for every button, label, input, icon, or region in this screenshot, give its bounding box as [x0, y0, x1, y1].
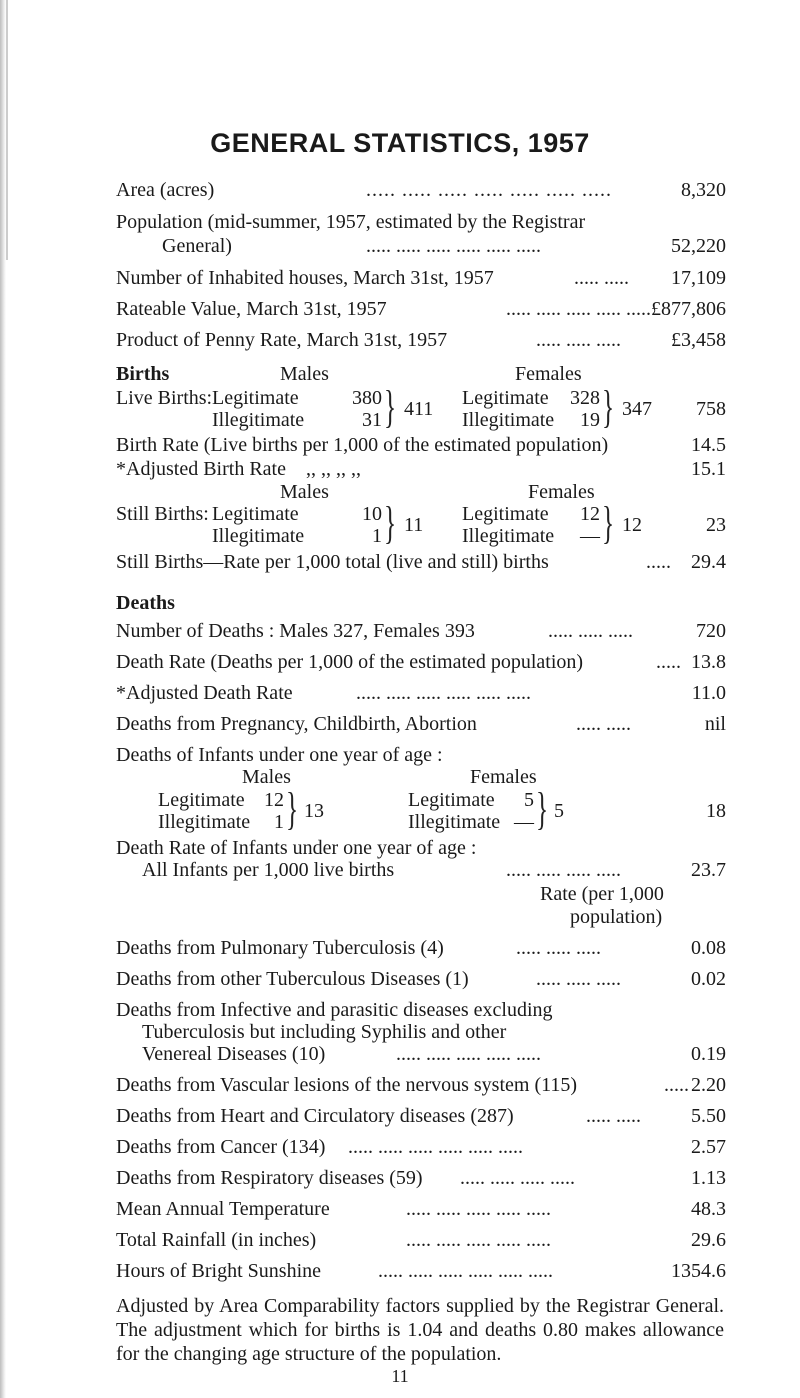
inf-f-leg-label: Legitimate [408, 789, 495, 811]
inf-f-total: 5 [554, 800, 564, 822]
inf-m-ill: 1 [274, 811, 284, 833]
inf-m-ill-label: Illegitimate [158, 811, 251, 833]
infant-females-header: Females [470, 766, 537, 788]
live-m-total: 411 [404, 398, 434, 420]
inf-f-leg: 5 [524, 789, 534, 811]
still-f-ill: — [580, 525, 600, 547]
still-females-header: Females [528, 481, 595, 503]
live-f-leg-label: Legitimate [462, 387, 549, 409]
still-m-leg: 10 [362, 503, 382, 525]
inf-m-leg-label: Legitimate [158, 789, 245, 811]
still-m-leg-label: Legitimate [212, 503, 299, 525]
births-females-header: Females [515, 363, 582, 385]
births-heading: Births [116, 363, 170, 385]
page-title: GENERAL STATISTICS, 1957 [210, 128, 590, 158]
inf-m-total: 13 [304, 800, 324, 822]
brace: } [536, 783, 549, 834]
deaths-heading: Deaths [116, 592, 175, 614]
brace: } [602, 381, 615, 432]
infant-rate-label: Death Rate of Infants under one year of age : [116, 837, 477, 859]
infant-deaths-label: Deaths of Infants under one year of age : [116, 744, 443, 766]
live-m-ill-label: Illegitimate [212, 409, 305, 431]
live-f-ill-label: Illegitimate [462, 409, 555, 431]
still-f-leg: 12 [580, 503, 600, 525]
still-m-ill-label: Illegitimate [212, 525, 305, 547]
live-births-label: Live Births: [116, 387, 213, 409]
infant-males-header: Males [242, 766, 291, 788]
live-total: 758 [696, 398, 726, 420]
live-f-total: 347 [622, 398, 652, 420]
still-births-label: Still Births: [116, 503, 209, 525]
live-m-leg: 380 [352, 387, 382, 409]
still-f-total: 12 [622, 514, 642, 536]
rate-column-header-2: population) [570, 906, 663, 928]
brace: } [602, 497, 615, 548]
page-number: 11 [391, 1366, 409, 1386]
brace: } [286, 783, 299, 834]
footnote: Adjusted by Area Comparability factors supplied by the Registrar General. The adjustment which for births is 1.04 and deaths 0.80 makes allowance for the changing age structure of the population. [116, 1295, 724, 1365]
live-f-leg: 328 [570, 387, 600, 409]
still-m-total: 11 [404, 514, 424, 536]
still-total: 23 [706, 514, 726, 536]
brace: } [384, 497, 397, 548]
brace: } [384, 381, 397, 432]
inf-f-ill-label: Illegitimate [408, 811, 501, 833]
still-f-ill-label: Illegitimate [462, 525, 555, 547]
rate-column-header: Rate (per 1,000 [540, 883, 664, 905]
births-males-header: Males [280, 363, 329, 385]
still-males-header: Males [280, 481, 329, 503]
inf-m-leg: 12 [264, 789, 284, 811]
inf-total: 18 [706, 800, 726, 822]
live-f-ill: 19 [580, 409, 600, 431]
live-m-ill: 31 [362, 409, 382, 431]
still-m-ill: 1 [372, 525, 382, 547]
live-m-leg-label: Legitimate [212, 387, 299, 409]
inf-f-ill: — [514, 811, 534, 833]
still-f-leg-label: Legitimate [462, 503, 549, 525]
